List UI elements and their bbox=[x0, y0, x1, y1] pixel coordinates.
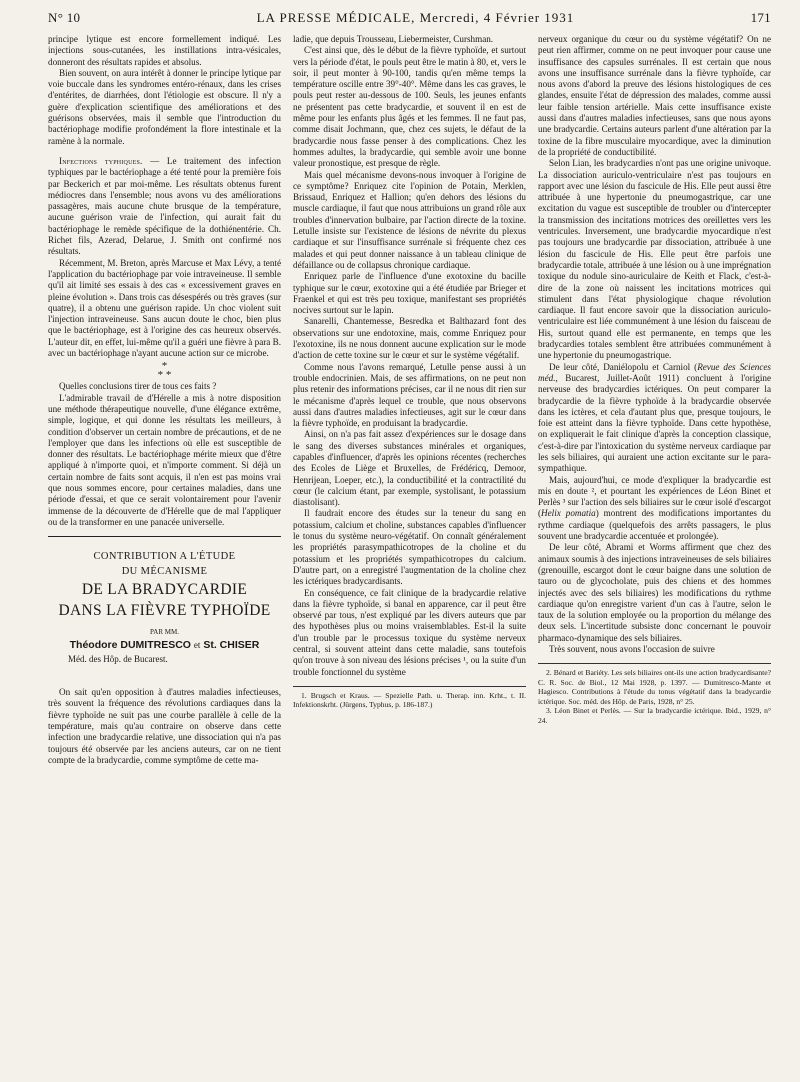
paragraph: Bien souvent, on aura intérêt à donner le principe lytique par voie buccale dans les syndromes entéro-rénaux, dans les crises d'entérites, de diarrhées, dont l'étiologie est obscure. Il n'y a guère d'explication scientifique des améliorations et des guérisons observées, mais il semble que l'introduction du bactériophage modifie profondément la flore intestinale et la ramène à la normale. bbox=[48, 67, 281, 146]
paragraph: C'est ainsi que, dès le début de la fièvre typhoïde, et surtout vers la période d'état, le pouls peut être le matin à 80, et, vers le soir, il peut monter à 90-100, tandis qu'en même temps la température oscille entre 39°-40°. Même dans les cas graves, le pouls peut rester au-dessous de 100. Seuls, les jeunes enfants ne présentent pas cette bradycardie, et souvent il en est de même pour les enfants plus âgés et les femmes. Il ne faut pas, comme disait Jochmann, que, chez ces sujets, le défaut de la bradycardie nous fasse penser à des complications. Chez les hommes adultes, la bradycardie, qui semble avoir une bonne valeur pronostique, est presque de règle. bbox=[293, 45, 526, 169]
article-heading bbox=[48, 536, 281, 665]
footnote: 3. Léon Binet et Perlès. — Sur la bradycardie ictérique. Ibid., 1929, n° 24. bbox=[538, 706, 771, 725]
column-1 bbox=[48, 34, 281, 766]
citation-title: Revue des Sciences méd. bbox=[538, 361, 771, 383]
footnote: 2. Bénard et Bariéty. Les sels biliaires ont-ils une action bradycardisante? C. R. Soc. de Biol., 12 Mai 1928, p. 1397. — Dumitresco-Mante et Hagiesco. Contributions à l'étude du tonus végétatif dans la bradycardie ictérique. Soc. méd. des Hôp. de Paris, 1928, n° 25. bbox=[538, 668, 771, 706]
paragraph-infections: Infections typhiques. — Le traitement des infection typhiques par le bactériophage a été tenté pour la première fois par Beckerich et par moi-même. Les résultats obtenus furent médiocres dans l'ensemble; nous avons vu des améliorations passagères, mais aucune chute brusque de la température, aucune guérison vraie de l'infection, qui aurait fait du bactériophage le remède spécifique de la dothiénentérie. Ch. Richet fils, Azerad, Delarue, J. Smith ont confirmé nos résultats. bbox=[48, 155, 281, 257]
footnotes bbox=[538, 663, 771, 725]
author: St. CHISER bbox=[203, 639, 260, 652]
paragraph: L'admirable travail de d'Hérelle a mis à notre disposition une méthode thérapeutique nouvelle, d'une élégance extrême, simple, logique, et qui donne les résultats les meilleurs, à condition d'observer un certain nombre de précautions, et de ne l'employer que dans les infections où elle est susceptible de donner des résultats. Le bactériophage mérite mieux que d'être appliqué à n'importe quoi, et n'importe comment. Si déjà un certain nombre de faits sont acquis, il n'en est pas moins vrai que nous sommes encore, pour certaines maladies, dans une période d'essai, et que ce serait volontairement pour l'avenir immense de la découverte de d'Hérelle que de mal l'appliquer ou de la transformer en une panacée universelle. bbox=[48, 392, 281, 527]
paragraph: Comme nous l'avons remarqué, Letulle pense aussi à un trouble endocrinien. Mais, de ses affirmations, on ne peut non plus retenir des informations précises, car il ne nous dit rien sur le mécanisme d'après lequel ce trouble, que nous observons aussi dans d'autres maladies infectieuses, agit sur le cœur dans la fièvre typhoïde, en produisant la bradycardie. bbox=[293, 361, 526, 429]
paragraph-citation: De leur côté, Daniélopolu et Carniol (Revue des Sciences méd., Bucarest, Juillet-Août 1911) concluent à l'origine nerveuse des bradycardies ictériques. On peut comparer la bradycardie de la fièvre typhoïde à la bradycardie observée dans les ictères, et cela d'autant plus que, presque toujours, le foie est atteint dans la fièvre typhoïde. Dans cette hypothèse, on expliquerait le fait clinique d'après la conception classique, c'est-à-dire par l'intoxication du système nerveux cardiaque par les sels biliaires, qui auraient une action excitante sur le para-sympathique. bbox=[538, 361, 771, 474]
authors: Théodore DUMITRESCO et St. CHISER bbox=[69, 639, 260, 652]
affiliation: Méd. des Hôp. de Bucarest. bbox=[68, 653, 168, 664]
paragraph: On sait qu'en opposition à d'autres maladies infectieuses, très souvent la fréquence des révolutions cardiaques dans la fièvre typhoïde ne suit pas une courbe parallèle à celle de la température, mais qu'au contraire on observe dans cette infection une bradycardie relative, une dissociation qui n'a pas toujours été observée par les anciens auteurs, car on ne tient compte de la bradycardie, comme symptôme de cette ma- bbox=[48, 687, 281, 765]
paragraph: En conséquence, ce fait clinique de la bradycardie relative dans la fièvre typhoïde, si banal en apparence, car il peut être observé par tous, n'est expliqué par les divers auteurs que par des hypothèses plus ou moins vraisemblables. Est-il la suite d'un trouble par le processus toxique du système nerveux central, si souvent atteint dans cette maladie, sans toutefois qu'on trouve à son niveau des lésions précises ¹, ou la suite d'un trouble fonctionnel du système bbox=[293, 587, 526, 677]
column-2 bbox=[293, 34, 526, 766]
article-kicker: DU MÉCANISME bbox=[121, 566, 208, 578]
article-kicker: CONTRIBUTION A L'ÉTUDE bbox=[93, 551, 236, 563]
paragraph: ladie, que depuis Trousseau, Liebermeister, Curshman. bbox=[293, 34, 494, 44]
journal-title: LA PRESSE MÉDICALE, Mercredi, 4 Février 1931 bbox=[256, 10, 575, 25]
author: Théodore DUMITRESCO bbox=[69, 639, 191, 652]
footnote: 1. Brugsch et Kraus. — Spezielle Path. u. Therap. inn. Krht., t. II. Infektionskrht. (Jürgens, Typhus, p. 186-187.) bbox=[293, 690, 526, 710]
issue-number: N° 10 bbox=[48, 10, 81, 25]
page-header bbox=[48, 10, 771, 34]
section-separator: * * * bbox=[157, 360, 172, 382]
paragraph: Il faudrait encore des études sur la teneur du sang en potassium, calcium et choline, substances capables d'influencer le tonus du système neuro-végétatif. On connaît généralement les propriétés parasympathicotropes de la choline et du potassium et les propriétés sympathicotropes du calcium. D'autre part, on a enregistré l'augmentation de la choline chez les ictériques bradycardisants. bbox=[293, 508, 526, 587]
page-number: 171 bbox=[750, 10, 771, 25]
paragraph-citation: Mais, aujourd'hui, ce mode d'expliquer la bradycardie est mis en doute ², et pourtant les expériences de Léon Binet et Perlès ³ sur l'action des sels biliaires sur le cœur isolé d'escargot (Helix pomatia) montrent des modifications importantes du rythme cardiaque (quelquefois des arrêts passagers, le plus souvent une bradycardie accentuée et prolongée). bbox=[538, 474, 771, 542]
article-title: DANS LA FIÈVRE TYPHOÏDE bbox=[58, 602, 271, 620]
paragraph: Enriquez parle de l'influence d'une exotoxine du bacille typhique sur le cœur, exotoxine qui a été étudiée par Brieger et Fraenkel et qui est très peu toxique, manifestant ses propriétés nocives surtout sur le lapin. bbox=[293, 271, 526, 316]
byline-par: PAR MM. bbox=[150, 628, 179, 637]
footnotes bbox=[293, 686, 526, 710]
paragraph: principe lytique est encore formellement indiqué. Les injections sous-cutanées, les instillations intra-vésicales, donneront des résultats rapides et absolus. bbox=[48, 34, 281, 67]
paragraph: Sanarelli, Chantemesse, Besredka et Balthazard font des observations sur une endotoxine, mais, comme Enriquez pour l'exotoxine, ils ne nous donnent aucune explication sur le mode d'action de cette toxine sur le cœur et sur le système végétalif. bbox=[293, 316, 526, 361]
text-columns bbox=[48, 34, 771, 766]
article-title: DE LA BRADYCARDIE bbox=[81, 581, 248, 599]
species-name: Helix pomatia bbox=[541, 508, 596, 519]
paragraph: Récemment, M. Breton, après Marcuse et Max Lévy, a tenté l'application du bactériophage par voie intraveineuse. Il semble qu'il ait limité ses essais à des cas « excessivement graves en pleine évolution ». Dans trois cas désespérés ou très graves (sur quatre), il a obtenu une guérison rapide. Un choc violent suit l'injection intraveineuse. Sans aucun doute le choc, bien plus que le bactériophage, est à l'origine des cas heureux observés. L'auteur dit, en effet, lui-même qu'il a guéri une fièvre à para B. avec un bactériophage n'ayant aucune action sur ce microbe. bbox=[48, 257, 281, 359]
paragraph: Quelles conclusions tirer de tous ces faits ? bbox=[59, 381, 217, 392]
paragraph: nerveux organique du cœur ou du système végétatif? On ne peut rien affirmer, comme on ne peut invoquer pour cause une insuffisance des capsules surrénales. Il est certain que nous avons une insuffisance surrénale dans la fièvre typhoïde, car nous avons d'abord la preuve des lésions histologiques de ces glandes, ensuite l'état de dépression des malades, comme aussi leur faible tension artérielle. Mais cette insuffisance existe aussi dans d'autres maladies infectieuses, sans que nous ayons une bradycardie. Certains auteurs parlent d'une altération par la toxine de la fibre musculaire myocardique, avec la diminution de la propriété de conductibilité. bbox=[538, 34, 771, 157]
paragraph: Ainsi, on n'a pas fait assez d'expériences sur le dosage dans le sang des diverses substances minérales et organiques, capables d'influencer, d'après les opinions récentes (recherches des Ecoles de Liège et Bruxelles, de Frédéricq, Demoor, Henrijean, Loeper, etc.), la conductibilité et la contractilité du cœur (le calcium étant, par exemple, systolisant, le potassium diastolisant). bbox=[293, 429, 526, 508]
paragraph: De leur côté, Abrami et Worms affirment que chez des animaux soumis à des injections intraveineuses de sels biliaires (grenouille, escargot dont le cœur baigne dans une solution de tauro ou de glycocholate, puis des chiens et des hommes injectés avec des sels biliaires) les modifications du rythme cardiaque qu'on enregistre varient d'un cas à l'autre, selon le taux de la solution employée ou la proportion du mélange des deux sels. L'incertitude subsiste donc concernant le pouvoir pharmaco-dynamique des sels biliaires. bbox=[538, 542, 771, 643]
paragraph: Très souvent, nous avons l'occasion de suivre bbox=[549, 644, 715, 655]
column-3 bbox=[538, 34, 771, 766]
section-heading: Infections typhiques. bbox=[59, 155, 143, 166]
paragraph: Selon Lian, les bradycardies n'ont pas une origine univoque. La dissociation auriculo-ventriculaire n'est pas toujours en rapport avec une lésion du fascicule de His. Elle peut aussi être attribuée à une hypertonie du pneumogastrique, car une excitation du vague est susceptible de troubler ou d'intercepter la transmission des incitations motrices des oreillettes vers les ventricules. Inversement, une bradycardie myocardique n'est pas toujours une bradycardie par dissociation, attribuée à une lésion du fascicule de His. Elle peut être parfois une bradycardie totale, attribuée à une lésion ou à une imprégnation toxique du nodule sino-auriculaire de Keith et Flack, c'est-à-dire de la zone où naissent les incitations motrices qui stimulent dans l'état physiologique chaque révolution cardiaque. Il faut encore savoir que la dissociation auriculo-ventriculaire est liée communément à une lésion du faisceau de His, surtout quand elle est permanente, en temps que les bradycardies totales semblent être attribuées communément à une hypertonie du pneumogastrique. bbox=[538, 158, 771, 361]
paragraph: Mais quel mécanisme devons-nous invoquer à l'origine de ce symptôme? Enriquez cite l'opinion de Potain, Merklen, Brissaud, Enriquez et Hallion; qu'en dehors des lésions du muscle cardiaque, il faut que nous attribuions un grand rôle aux troubles d'innervation bulbaire, par l'action directe de la toxine. Letulle insiste sur l'existence de lésions de névrite du plexus cardiaque et sur l'insuffisance surrénale si fréquente chez ces malades et qui peut donner naissance à un tableau clinique de défaillance ou de collapsus chronique cardiaque. bbox=[293, 169, 526, 270]
